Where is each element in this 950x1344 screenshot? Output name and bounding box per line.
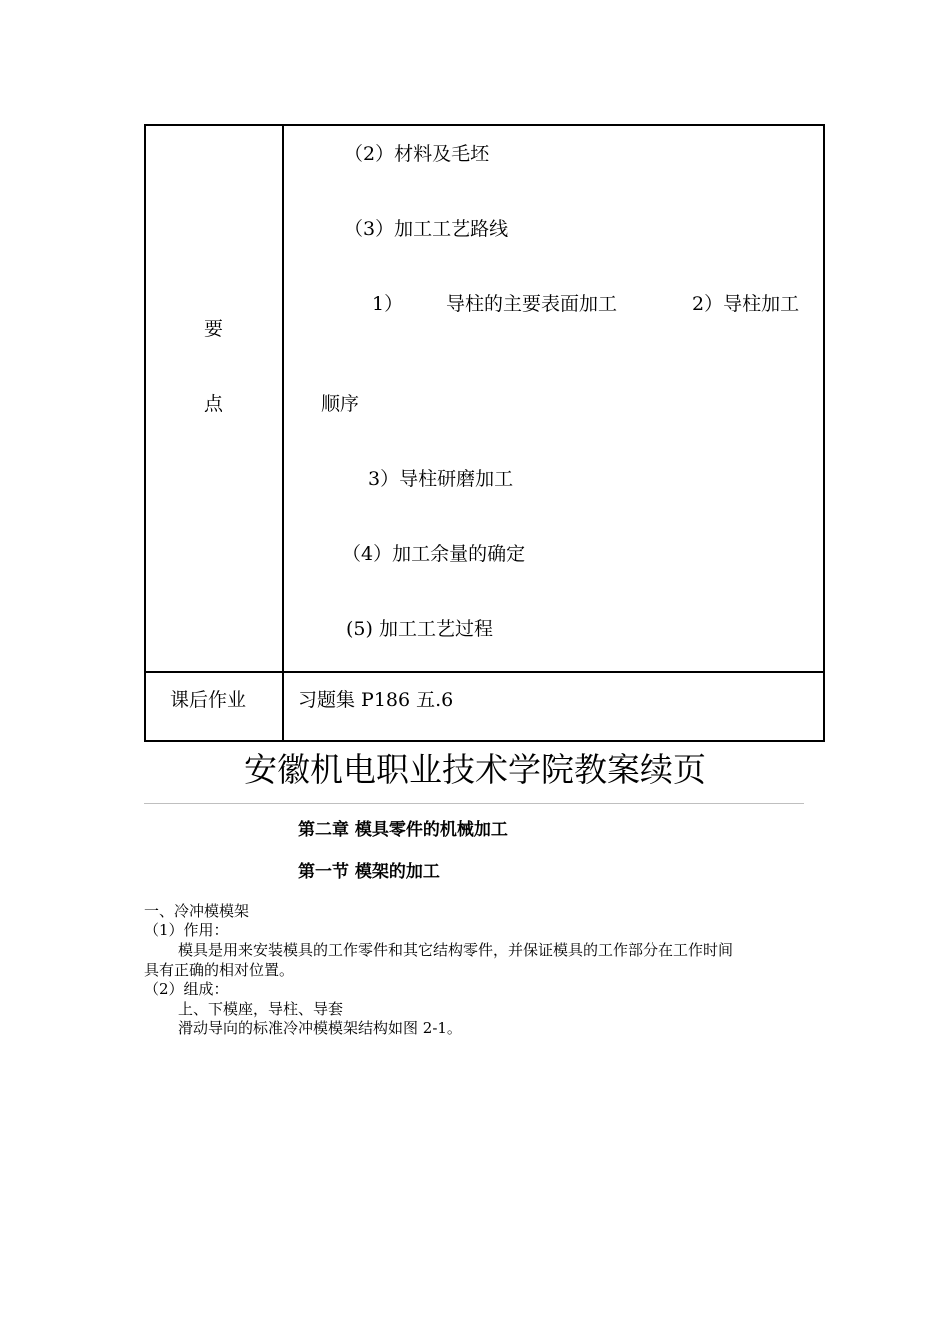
page-title: 安徽机电职业技术学院教案续页 — [244, 750, 706, 789]
table-column-divider — [282, 126, 284, 740]
body-line: 模具是用来安装模具的工作零件和其它结构零件，并保证模具的工作部分在工作时间 — [178, 941, 734, 959]
body-line: （1）作用： — [144, 921, 229, 939]
body-line: 滑动导向的标准冷冲模模架结构如图 2-1。 — [178, 1019, 462, 1037]
section-heading: 第一节 模架的加工 — [298, 862, 440, 882]
body-line: 上、下模座，导柱、导套 — [178, 1000, 344, 1018]
title-divider — [144, 803, 804, 804]
point-item: 2）导柱加工 — [692, 293, 800, 315]
chapter-heading: 第二章 模具零件的机械加工 — [298, 820, 508, 840]
point-item: （2）材料及毛坯 — [344, 143, 490, 165]
body-line: （2）组成： — [144, 980, 229, 998]
point-item: （3）加工工艺路线 — [344, 218, 509, 240]
point-item: 导柱的主要表面加工 — [446, 293, 618, 315]
point-item-number: 1） — [372, 293, 404, 315]
body-line: 具有正确的相对位置。 — [144, 961, 295, 979]
point-item: (5) 加工工艺过程 — [346, 618, 493, 640]
point-item: 3）导柱研磨加工 — [368, 468, 514, 490]
homework-value: 习题集 P186 五.6 — [298, 689, 454, 711]
point-item: （4）加工余量的确定 — [342, 543, 526, 565]
body-line: 一、冷冲模模架 — [144, 902, 250, 920]
label-yao: 要 — [204, 318, 224, 340]
table-row-divider — [146, 671, 823, 673]
homework-label: 课后作业 — [170, 689, 247, 711]
lesson-table — [144, 124, 825, 742]
point-item-continuation: 顺序 — [321, 393, 360, 415]
label-dian: 点 — [204, 393, 224, 415]
